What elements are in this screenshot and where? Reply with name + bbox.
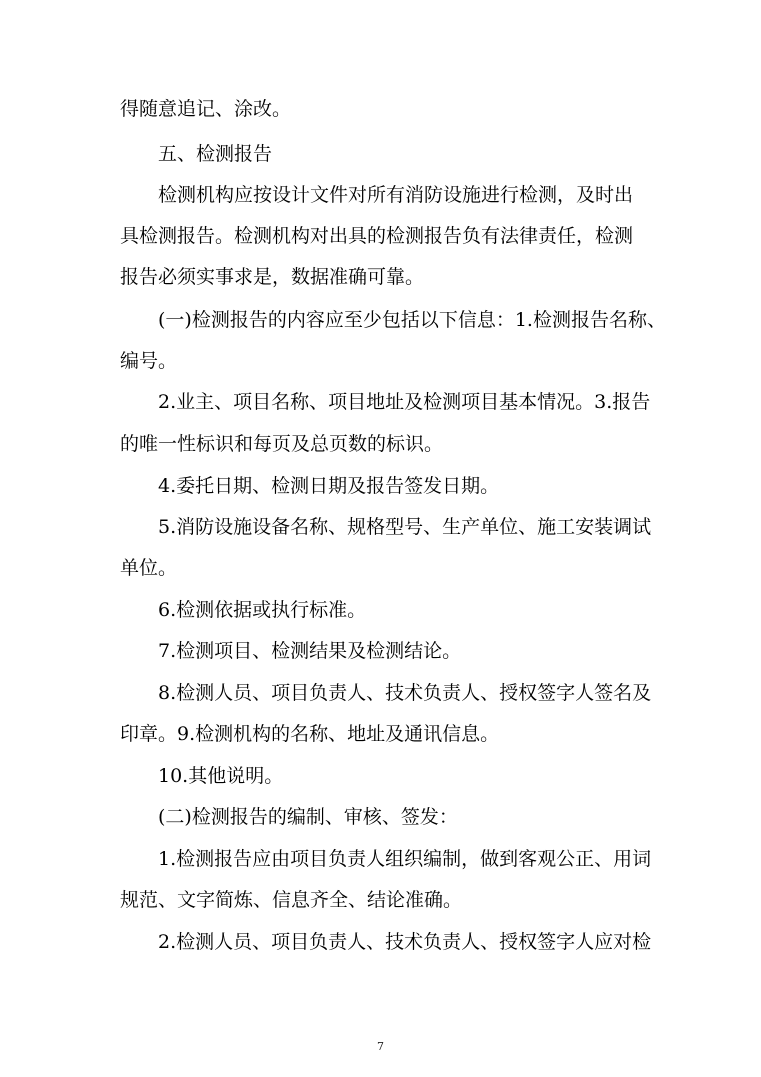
paragraph-line: 印章。9.检测机构的名称、地址及通讯信息。: [120, 723, 500, 745]
list-item-line: 8.检测人员、项目负责人、技术负责人、授权签字人签名及: [158, 682, 652, 704]
page-number: 7: [377, 1040, 384, 1053]
list-item-line: 6.检测依据或执行标准。: [158, 599, 367, 621]
list-item-line: 7.检测项目、检测结果及检测结论。: [158, 640, 462, 662]
paragraph-line: 编号。: [120, 350, 178, 372]
list-item-line: 2.检测人员、项目负责人、技术负责人、授权签字人应对检: [158, 931, 652, 953]
list-item-line: 2.业主、项目名称、项目地址及检测项目基本情况。3.报告: [158, 391, 651, 413]
paragraph-line: 单位。: [120, 557, 178, 579]
list-item-line: 5.消防设施设备名称、规格型号、生产单位、施工安装调试: [158, 516, 652, 538]
paragraph-line: 规范、文字简炼、信息齐全、结论准确。: [120, 889, 463, 911]
paragraph-line: 报告必须实事求是，数据准确可靠。: [120, 266, 425, 288]
subsection-line: (一)检测报告的内容应至少包括以下信息：1.检测报告名称、: [158, 309, 666, 331]
text-line-continuation: 得随意追记、涂改。: [120, 98, 292, 120]
subsection-line: (二)检测报告的编制、审核、签发：: [158, 806, 458, 828]
list-item-line: 4.委托日期、检测日期及报告签发日期。: [158, 475, 500, 497]
list-item-line: 1.检测报告应由项目负责人组织编制，做到客观公正、用词: [158, 848, 652, 870]
section-heading: 五、检测报告: [158, 143, 273, 165]
list-item-line: 10.其他说明。: [158, 765, 284, 787]
paragraph-line: 的唯一性标识和每页及总页数的标识。: [120, 433, 444, 455]
paragraph-line: 具检测报告。检测机构对出具的检测报告负有法律责任，检测: [120, 225, 634, 247]
paragraph-line: 检测机构应按设计文件对所有消防设施进行检测，及时出: [158, 184, 634, 206]
